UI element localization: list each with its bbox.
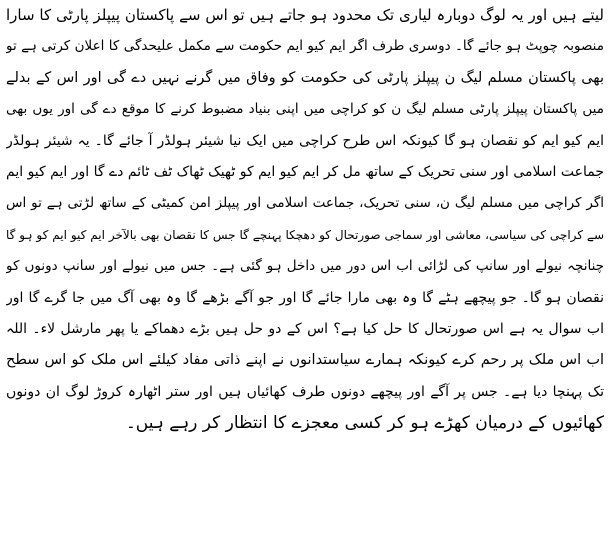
text-line: منصوبہ چوپٹ ہو جائے گا۔ دوسری طرف اگر ایم کیو ایم حکومت سے مکمل علیحدگی کا اعلان کرتی ہے تو xyxy=(6,38,604,55)
text-line: اب سوال یہ ہے اس صورتحال کا حل کیا ہے؟ اس کے دو حل ہیں بڑے دھماکے یا پھر مارشل لاء۔ اللہ xyxy=(6,320,604,337)
text-line: بھی پاکستان مسلم لیگ ن پیپلز پارٹی کی حکومت کو وفاق میں گرنے نہیں دے گی اور اس کے بدلے xyxy=(6,69,604,86)
text-line: لیتے ہیں اور یہ لوگ دوبارہ لیاری تک محدود ہو جاتے ہیں تو اس سے پاکستان پیپلز پارٹی کا سارا xyxy=(6,6,604,24)
text-line: نقصان ہو گا۔ جو پیچھے ہٹے گا وہ بھی مارا جائے گا اور جو آگے بڑھے گا وہ بھی آگ میں جا گرے گا اور xyxy=(6,289,604,306)
text-line: اگر کراچی میں مسلم لیگ ن، سنی تحریک، جماعت اسلامی اور پیپلز امن کمیٹی کے ساتھ لڑتی ہے تو اس xyxy=(6,195,604,212)
text-line: سے کراچی کی سیاسی، معاشی اور سماجی صورتحال کو دھچکا پہنچے گا جس کا نقصان بھی بالآخر ایم کیو ایم کو ہو گا xyxy=(6,227,604,242)
text-line: ایم کیو ایم کو نقصان ہو گا کیونکہ اس طرح کراچی میں ایک نیا شیئر ہولڈر آ جائے گا۔ یہ شیئر ہولڈر xyxy=(6,132,604,149)
urdu-paragraph xyxy=(6,0,604,439)
text-line: تک پہنچا دیا ہے۔ جس پر آگے اور پیچھے دونوں طرف کھائیاں ہیں اور ستر اٹھارہ کروڑ لوگ ان دونوں xyxy=(6,383,604,400)
text-line: کھائیوں کے درمیان کھڑے ہو کر کسی معجزے کا انتظار کر رہے ہیں۔ xyxy=(125,413,604,434)
text-line: جماعت اسلامی اور سنی تحریک کے ساتھ مل کر ایم کیو ایم کو ٹھیک ٹھاک ٹف ٹائم دے گا اور ایم کیو ایم xyxy=(6,163,604,180)
text-line: چنانچہ نیولے اور سانپ کی لڑائی اب اس دور میں داخل ہو گئی ہے۔ جس میں نیولے اور سانپ دونوں کو xyxy=(6,258,604,275)
text-line: اب اس ملک پر رحم کرے کیونکہ ہمارے سیاستدانوں نے اپنے ذاتی مفاد کیلئے اس ملک کو اس سطح xyxy=(6,352,604,369)
text-line: میں پاکستان پیپلز پارٹی مسلم لیگ ن کو کراچی میں اپنی بنیاد مضبوط کرنے کا موقع دے گی اور یوں بھی xyxy=(6,101,604,118)
